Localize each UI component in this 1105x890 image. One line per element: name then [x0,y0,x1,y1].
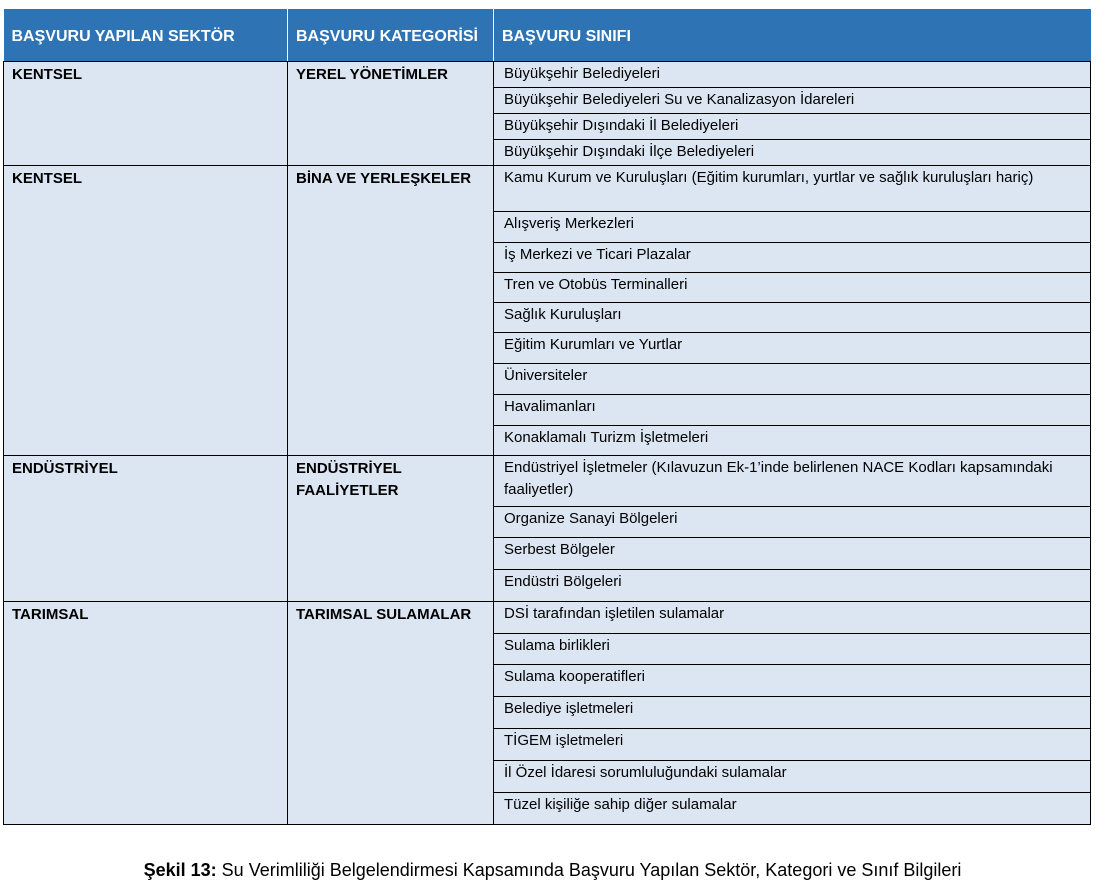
sector-cell: KENTSEL [4,165,288,455]
header-category: BAŞVURU KATEGORİSİ [288,9,494,61]
class-cell: Büyükşehir Belediyeleri [494,61,1091,87]
class-cell: Organize Sanayi Bölgeleri [494,506,1091,537]
class-cell: Tren ve Otobüs Terminalleri [494,272,1091,302]
class-cell: Sulama birlikleri [494,633,1091,664]
class-cell: Eğitim Kurumları ve Yurtlar [494,332,1091,363]
class-cell: Belediye işletmeleri [494,696,1091,728]
header-sector: BAŞVURU YAPILAN SEKTÖR [4,9,288,61]
figure-caption-text: Su Verimliliği Belgelendirmesi Kapsamında Başvuru Yapılan Sektör, Kategori ve Sınıf Bilgileri [221,860,962,880]
table-header-row [4,9,1091,61]
class-cell: Sulama kooperatifleri [494,664,1091,696]
table-row [4,455,1091,506]
class-cell: Konaklamalı Turizm İşletmeleri [494,425,1091,455]
category-cell: BİNA VE YERLEŞKELER [288,165,494,455]
table-body [4,61,1091,824]
table-row [4,165,1091,211]
sector-category-class-table [3,9,1091,825]
category-cell: TARIMSAL SULAMALAR [288,601,494,824]
class-cell: Endüstriyel İşletmeler (Kılavuzun Ek-1’inde belirlenen NACE Kodları kapsamındaki faaliyetler) [494,455,1091,506]
class-cell: TİGEM işletmeleri [494,728,1091,760]
header-class: BAŞVURU SINIFI [494,9,1091,61]
class-cell: Havalimanları [494,394,1091,425]
class-cell: Kamu Kurum ve Kuruluşları (Eğitim kurumları, yurtlar ve sağlık kuruluşları hariç) [494,165,1091,211]
class-cell: Büyükşehir Dışındaki İl Belediyeleri [494,113,1091,139]
class-cell: Endüstri Bölgeleri [494,569,1091,601]
class-cell: DSİ tarafından işletilen sulamalar [494,601,1091,633]
class-cell: Büyükşehir Belediyeleri Su ve Kanalizasyon İdareleri [494,87,1091,113]
figure-caption-label: Şekil 13: [143,860,217,880]
class-cell: Üniversiteler [494,363,1091,394]
class-cell: İl Özel İdaresi sorumluluğundaki sulamalar [494,760,1091,792]
sector-cell: TARIMSAL [4,601,288,824]
class-cell: İş Merkezi ve Ticari Plazalar [494,242,1091,272]
figure-caption [0,858,1105,882]
sector-cell: ENDÜSTRİYEL [4,455,288,601]
class-cell: Serbest Bölgeler [494,537,1091,569]
class-cell: Sağlık Kuruluşları [494,302,1091,332]
table-row [4,601,1091,633]
class-cell: Tüzel kişiliğe sahip diğer sulamalar [494,792,1091,824]
class-cell: Alışveriş Merkezleri [494,211,1091,242]
table-row [4,61,1091,87]
class-cell: Büyükşehir Dışındaki İlçe Belediyeleri [494,139,1091,165]
category-cell: ENDÜSTRİYEL FAALİYETLER [288,455,494,601]
sector-cell: KENTSEL [4,61,288,165]
category-cell: YEREL YÖNETİMLER [288,61,494,165]
